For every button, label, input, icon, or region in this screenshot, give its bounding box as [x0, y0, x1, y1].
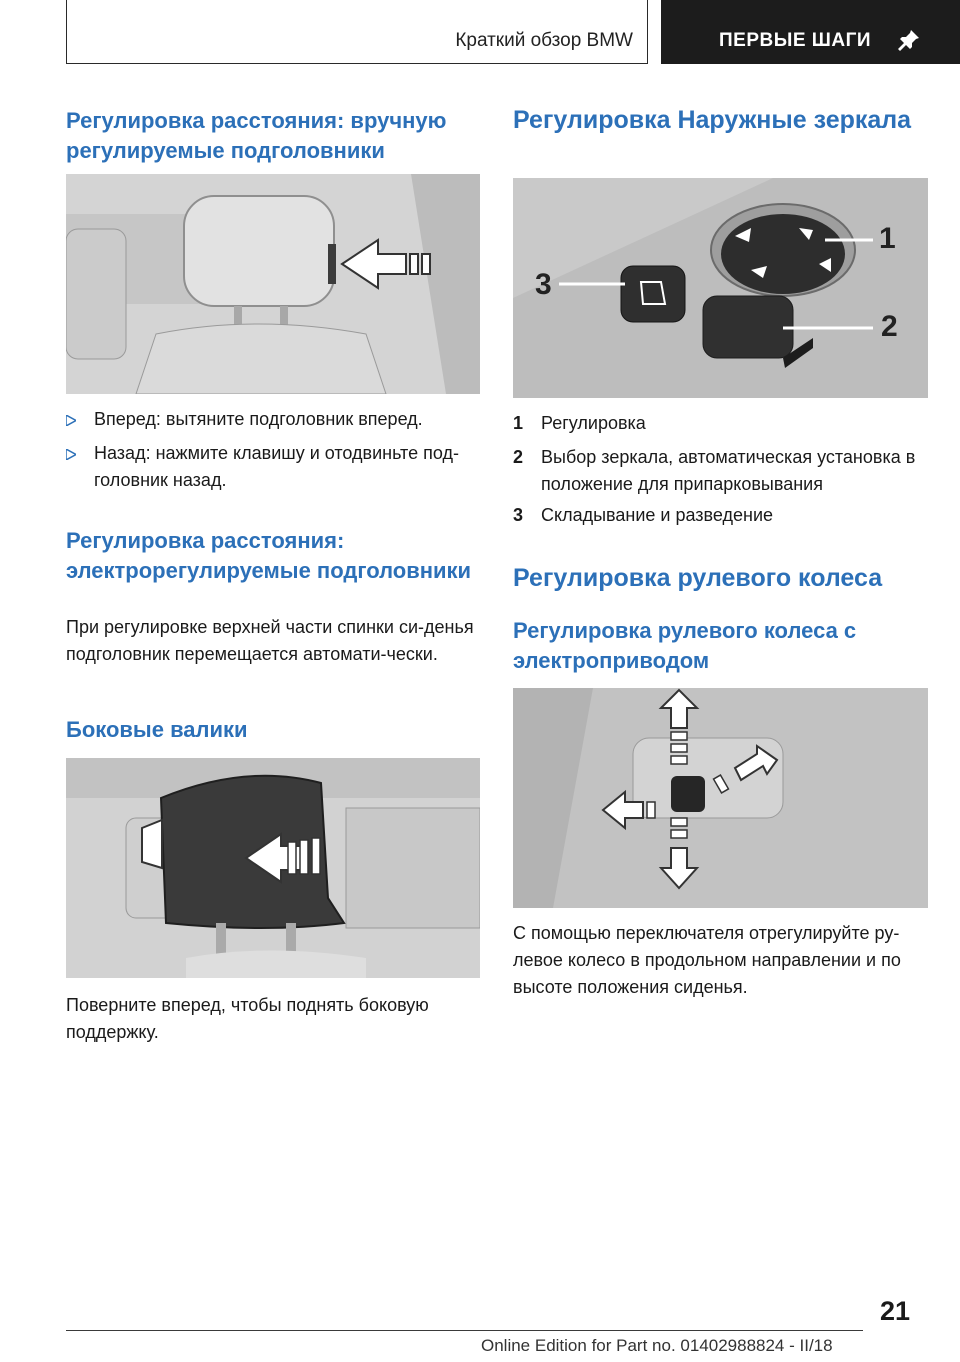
headrest-manual-figure — [66, 174, 480, 394]
triangle-bullet-icon — [66, 449, 76, 460]
steering-text: С помощью переключателя отрегулируйте ру-левое колесо в продольном направлении и по высоте положения сиденья. — [513, 923, 901, 997]
bullet-backward: Назад: нажмите клавишу и отодвиньте под-головник назад. — [66, 440, 480, 496]
side-bolsters-text: Поверните вперед, чтобы поднять боковую поддержку. — [66, 995, 429, 1042]
callout-1: 1 — [879, 222, 896, 255]
side-bolsters-figure — [66, 758, 480, 978]
list-item: Регулировка — [541, 413, 646, 433]
list-item: Складывание и разведение — [541, 505, 774, 525]
electric-headrest-text: При регулировке верхней части спинки си-денья подголовник перемещается автомати-чески. — [66, 617, 474, 664]
manual-headrest-heading: Регулировка расстояния: вручную регулируемые подголовники — [66, 108, 447, 163]
callout-2: 2 — [881, 310, 898, 343]
section-title: Краткий обзор BMW — [455, 30, 633, 51]
callout-3: 3 — [535, 268, 552, 301]
side-bolsters-heading: Боковые валики — [66, 717, 248, 742]
steering-heading: Регулировка рулевого колеса — [513, 564, 883, 592]
bullet-forward: Вперед: вытяните подголовник вперед. — [66, 406, 480, 434]
header-chapter-box — [661, 0, 960, 64]
mirror-items-list: 1 Регулировка 2 Выбор зеркала, автоматическая установка в положение для припарковывания 3 Складывание и разведение — [513, 410, 928, 530]
electric-headrest-heading: Регулировка расстояния: электрорегулируемые подголовники — [66, 528, 472, 583]
steering-subheading: Регулировка рулевого колеса с электроприводом — [513, 618, 857, 673]
chapter-title: ПЕРВЫЕ ШАГИ — [719, 30, 872, 51]
header-section-box — [66, 0, 648, 64]
mirror-controls-figure — [513, 178, 928, 398]
list-item: Выбор зеркала, автоматическая установка в положение для припарковывания — [541, 447, 916, 494]
triangle-bullet-icon — [66, 415, 76, 426]
footer-divider — [66, 1330, 863, 1331]
edition-text: Online Edition for Part no. 01402988824 - II/18 — [481, 1336, 833, 1355]
steering-adjust-figure — [513, 688, 928, 908]
page-number: 21 — [880, 1296, 911, 1326]
pin-icon — [897, 28, 921, 52]
mirrors-heading: Регулировка Наружные зеркала — [513, 106, 912, 134]
